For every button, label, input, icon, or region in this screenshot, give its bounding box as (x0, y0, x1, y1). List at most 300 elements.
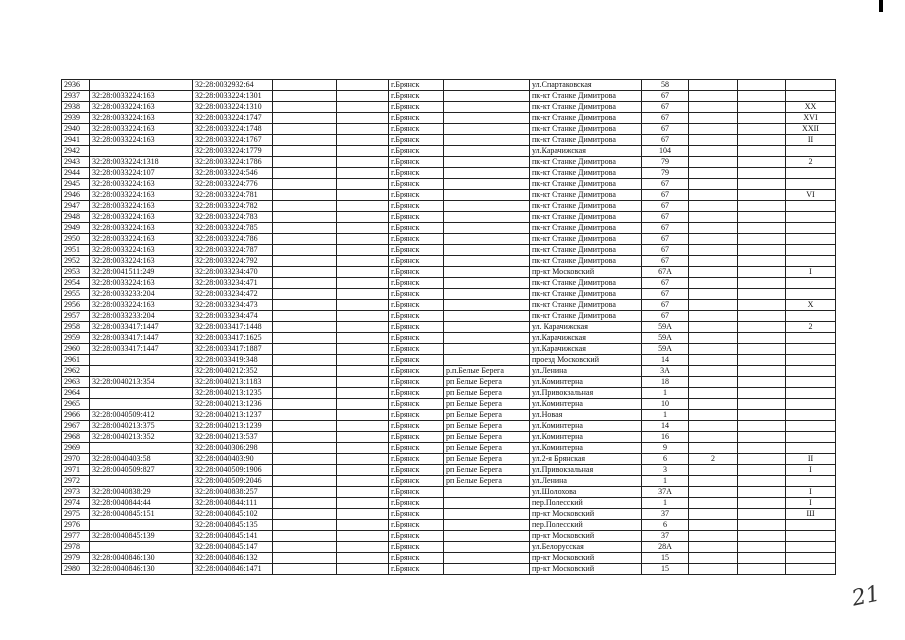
city-cell: г.Брянск (389, 553, 444, 564)
street-cell: ул.Шолохова (530, 487, 642, 498)
table-row (62, 300, 836, 311)
parent-cadastral-number-cell: 32:28:0033224:163 (90, 245, 193, 256)
house-number-cell: 10 (642, 399, 689, 410)
settlement-cell: рп Белые Берега (444, 432, 530, 443)
extra-cell (689, 135, 738, 146)
row-number-cell: 2969 (62, 443, 90, 454)
parent-cadastral-number-cell (90, 366, 193, 377)
row-number-cell: 2971 (62, 465, 90, 476)
parent-cadastral-number-cell: 32:28:0033224:163 (90, 190, 193, 201)
house-number-cell: 59А (642, 333, 689, 344)
cadastral-number-cell: 32:28:0033224:1786 (193, 157, 273, 168)
row-number-cell: 2938 (62, 102, 90, 113)
house-number-cell: 79 (642, 157, 689, 168)
house-number-cell: 58 (642, 80, 689, 91)
street-cell: пер.Полесский (530, 520, 642, 531)
house-number-cell: 67 (642, 179, 689, 190)
blank-col-a-cell (273, 102, 337, 113)
blank-col-b-cell (337, 542, 389, 553)
premises-number-cell (786, 355, 836, 366)
parent-cadastral-number-cell: 32:28:0033224:163 (90, 212, 193, 223)
cadastral-number-cell: 32:28:0033224:1301 (193, 91, 273, 102)
parent-cadastral-number-cell (90, 146, 193, 157)
premises-number-cell (786, 91, 836, 102)
table-row (62, 322, 836, 333)
row-number-cell: 2962 (62, 366, 90, 377)
parent-cadastral-number-cell (90, 388, 193, 399)
house-number-cell: 67А (642, 267, 689, 278)
settlement-cell (444, 289, 530, 300)
blank-col-c-cell (738, 146, 786, 157)
cadastral-number-cell: 32:28:0033224:785 (193, 223, 273, 234)
row-number-cell: 2978 (62, 542, 90, 553)
street-cell: пр-кт Московский (530, 564, 642, 575)
street-cell: пк-кт Станке Димитрова (530, 113, 642, 124)
blank-col-b-cell (337, 223, 389, 234)
parent-cadastral-number-cell (90, 355, 193, 366)
table-row (62, 168, 836, 179)
parent-cadastral-number-cell: 32:28:0040846:130 (90, 564, 193, 575)
parent-cadastral-number-cell: 32:28:0040845:139 (90, 531, 193, 542)
row-number-cell: 2957 (62, 311, 90, 322)
settlement-cell (444, 542, 530, 553)
blank-col-b-cell (337, 355, 389, 366)
blank-col-c-cell (738, 91, 786, 102)
premises-number-cell (786, 564, 836, 575)
row-number-cell: 2940 (62, 124, 90, 135)
cadastral-number-cell: 32:28:0040509:1906 (193, 465, 273, 476)
street-cell: ул.Карачижская (530, 333, 642, 344)
premises-number-cell: II (786, 454, 836, 465)
table-row (62, 124, 836, 135)
premises-number-cell (786, 168, 836, 179)
blank-col-a-cell (273, 465, 337, 476)
premises-number-cell (786, 344, 836, 355)
street-cell: пк-кт Станке Димитрова (530, 135, 642, 146)
city-cell: г.Брянск (389, 234, 444, 245)
blank-col-c-cell (738, 520, 786, 531)
table-row (62, 344, 836, 355)
row-number-cell: 2945 (62, 179, 90, 190)
table-row (62, 531, 836, 542)
table-row (62, 267, 836, 278)
settlement-cell (444, 278, 530, 289)
row-number-cell: 2974 (62, 498, 90, 509)
cadastral-number-cell: 32:28:0040846:132 (193, 553, 273, 564)
house-number-cell: 67 (642, 311, 689, 322)
house-number-cell: 3 (642, 465, 689, 476)
blank-col-a-cell (273, 190, 337, 201)
cadastral-number-cell: 32:28:0040212:352 (193, 366, 273, 377)
cadastral-number-cell: 32:28:0033224:786 (193, 234, 273, 245)
extra-cell (689, 542, 738, 553)
settlement-cell: р.п.Белые Берега (444, 366, 530, 377)
city-cell: г.Брянск (389, 498, 444, 509)
blank-col-b-cell (337, 465, 389, 476)
house-number-cell: 67 (642, 113, 689, 124)
settlement-cell (444, 509, 530, 520)
settlement-cell: рп Белые Берега (444, 377, 530, 388)
blank-col-a-cell (273, 487, 337, 498)
extra-cell (689, 256, 738, 267)
house-number-cell: 37 (642, 531, 689, 542)
parent-cadastral-number-cell: 32:28:0033417:1447 (90, 333, 193, 344)
parent-cadastral-number-cell: 32:28:0040213:354 (90, 377, 193, 388)
cadastral-number-cell: 32:28:0033224:546 (193, 168, 273, 179)
cadastral-number-cell: 32:28:0033224:792 (193, 256, 273, 267)
blank-col-c-cell (738, 135, 786, 146)
blank-col-b-cell (337, 245, 389, 256)
premises-number-cell: I (786, 498, 836, 509)
settlement-cell: рп Белые Берега (444, 388, 530, 399)
blank-col-b-cell (337, 498, 389, 509)
house-number-cell: 1 (642, 388, 689, 399)
table-row (62, 443, 836, 454)
blank-col-c-cell (738, 465, 786, 476)
row-number-cell: 2936 (62, 80, 90, 91)
settlement-cell: рп Белые Берега (444, 454, 530, 465)
blank-col-a-cell (273, 344, 337, 355)
row-number-cell: 2946 (62, 190, 90, 201)
cadastral-number-cell: 32:28:0040213:1235 (193, 388, 273, 399)
blank-col-b-cell (337, 168, 389, 179)
table-row (62, 245, 836, 256)
street-cell: ул. Карачижская (530, 322, 642, 333)
blank-col-a-cell (273, 421, 337, 432)
premises-number-cell: I (786, 487, 836, 498)
cadastral-number-cell: 32:28:0040838:257 (193, 487, 273, 498)
blank-col-a-cell (273, 377, 337, 388)
house-number-cell: 16 (642, 432, 689, 443)
cadastral-number-cell: 32:28:0033234:474 (193, 311, 273, 322)
extra-cell (689, 124, 738, 135)
table-row (62, 432, 836, 443)
blank-col-b-cell (337, 91, 389, 102)
blank-col-a-cell (273, 168, 337, 179)
parent-cadastral-number-cell: 32:28:0033224:163 (90, 124, 193, 135)
blank-col-c-cell (738, 190, 786, 201)
row-number-cell: 2955 (62, 289, 90, 300)
extra-cell (689, 355, 738, 366)
blank-col-b-cell (337, 146, 389, 157)
blank-col-c-cell (738, 476, 786, 487)
table-row (62, 146, 836, 157)
street-cell: ул.Привокзальная (530, 465, 642, 476)
page-edge-mark (879, 0, 883, 12)
row-number-cell: 2942 (62, 146, 90, 157)
cadastral-number-cell: 32:28:0032932:64 (193, 80, 273, 91)
table-row (62, 80, 836, 91)
extra-cell (689, 234, 738, 245)
cadastral-number-cell: 32:28:0033224:783 (193, 212, 273, 223)
blank-col-c-cell (738, 278, 786, 289)
table-row (62, 333, 836, 344)
cadastral-number-cell: 32:28:0033224:781 (193, 190, 273, 201)
table-row (62, 311, 836, 322)
row-number-cell: 2970 (62, 454, 90, 465)
city-cell: г.Брянск (389, 564, 444, 575)
blank-col-c-cell (738, 432, 786, 443)
house-number-cell: 67 (642, 102, 689, 113)
blank-col-c-cell (738, 553, 786, 564)
parent-cadastral-number-cell: 32:28:0040844:44 (90, 498, 193, 509)
extra-cell (689, 476, 738, 487)
street-cell: проезд Московский (530, 355, 642, 366)
parent-cadastral-number-cell: 32:28:0040845:151 (90, 509, 193, 520)
house-number-cell: 6 (642, 454, 689, 465)
city-cell: г.Брянск (389, 245, 444, 256)
blank-col-b-cell (337, 113, 389, 124)
cadastral-number-cell: 32:28:0033417:1625 (193, 333, 273, 344)
street-cell: ул.Карачижская (530, 344, 642, 355)
blank-col-c-cell (738, 267, 786, 278)
blank-col-c-cell (738, 322, 786, 333)
premises-number-cell (786, 399, 836, 410)
table-row (62, 399, 836, 410)
street-cell: ул.Ленина (530, 476, 642, 487)
handwritten-page-number: 21 (849, 581, 883, 612)
cadastral-number-cell: 32:28:0033234:471 (193, 278, 273, 289)
premises-number-cell (786, 146, 836, 157)
premises-number-cell (786, 388, 836, 399)
extra-cell (689, 278, 738, 289)
row-number-cell: 2972 (62, 476, 90, 487)
premises-number-cell (786, 421, 836, 432)
blank-col-a-cell (273, 410, 337, 421)
row-number-cell: 2975 (62, 509, 90, 520)
settlement-cell (444, 531, 530, 542)
street-cell: пк-кт Станке Димитрова (530, 201, 642, 212)
blank-col-c-cell (738, 212, 786, 223)
blank-col-a-cell (273, 443, 337, 454)
table-row (62, 212, 836, 223)
extra-cell (689, 146, 738, 157)
street-cell: пк-кт Станке Димитрова (530, 311, 642, 322)
house-number-cell: 67 (642, 245, 689, 256)
blank-col-a-cell (273, 509, 337, 520)
blank-col-a-cell (273, 454, 337, 465)
house-number-cell: 37 (642, 509, 689, 520)
blank-col-a-cell (273, 553, 337, 564)
city-cell: г.Брянск (389, 289, 444, 300)
settlement-cell: рп Белые Берега (444, 421, 530, 432)
parent-cadastral-number-cell: 32:28:0033233:204 (90, 289, 193, 300)
table-row (62, 179, 836, 190)
blank-col-a-cell (273, 245, 337, 256)
extra-cell (689, 333, 738, 344)
street-cell: пк-кт Станке Димитрова (530, 245, 642, 256)
extra-cell (689, 553, 738, 564)
street-cell: пк-кт Станке Димитрова (530, 157, 642, 168)
parent-cadastral-number-cell: 32:28:0033224:163 (90, 91, 193, 102)
extra-cell (689, 465, 738, 476)
row-number-cell: 2943 (62, 157, 90, 168)
street-cell: ул.Новая (530, 410, 642, 421)
premises-number-cell: XXII (786, 124, 836, 135)
premises-number-cell (786, 366, 836, 377)
extra-cell (689, 344, 738, 355)
street-cell: ул.Коминтерна (530, 432, 642, 443)
street-cell: пк-кт Станке Димитрова (530, 300, 642, 311)
premises-number-cell: 2 (786, 157, 836, 168)
street-cell: пк-кт Станке Димитрова (530, 168, 642, 179)
table-row (62, 113, 836, 124)
street-cell: пер.Полесский (530, 498, 642, 509)
blank-col-c-cell (738, 454, 786, 465)
premises-number-cell (786, 377, 836, 388)
house-number-cell: 67 (642, 135, 689, 146)
settlement-cell (444, 300, 530, 311)
parent-cadastral-number-cell: 32:28:0040509:412 (90, 410, 193, 421)
city-cell: г.Брянск (389, 476, 444, 487)
cadastral-number-cell: 32:28:0040845:147 (193, 542, 273, 553)
blank-col-b-cell (337, 366, 389, 377)
parent-cadastral-number-cell: 32:28:0033224:163 (90, 278, 193, 289)
city-cell: г.Брянск (389, 168, 444, 179)
parent-cadastral-number-cell: 32:28:0040213:352 (90, 432, 193, 443)
parent-cadastral-number-cell: 32:28:0040213:375 (90, 421, 193, 432)
street-cell: ул.Ленина (530, 366, 642, 377)
blank-col-b-cell (337, 476, 389, 487)
blank-col-a-cell (273, 498, 337, 509)
street-cell: пк-кт Станке Димитрова (530, 179, 642, 190)
row-number-cell: 2964 (62, 388, 90, 399)
city-cell: г.Брянск (389, 542, 444, 553)
city-cell: г.Брянск (389, 146, 444, 157)
premises-number-cell (786, 256, 836, 267)
parent-cadastral-number-cell (90, 542, 193, 553)
city-cell: г.Брянск (389, 201, 444, 212)
street-cell: пк-кт Станке Димитрова (530, 289, 642, 300)
house-number-cell: 9 (642, 443, 689, 454)
cadastral-number-cell: 32:28:0033224:776 (193, 179, 273, 190)
extra-cell (689, 80, 738, 91)
premises-number-cell (786, 311, 836, 322)
street-cell: пр-кт Московский (530, 531, 642, 542)
blank-col-c-cell (738, 443, 786, 454)
city-cell: г.Брянск (389, 432, 444, 443)
row-number-cell: 2951 (62, 245, 90, 256)
blank-col-c-cell (738, 421, 786, 432)
blank-col-a-cell (273, 355, 337, 366)
street-cell: ул.Белорусская (530, 542, 642, 553)
house-number-cell: 79 (642, 168, 689, 179)
city-cell: г.Брянск (389, 465, 444, 476)
cadastral-number-cell: 32:28:0040403:90 (193, 454, 273, 465)
street-cell: пр-кт Московский (530, 553, 642, 564)
parent-cadastral-number-cell: 32:28:0033224:163 (90, 234, 193, 245)
extra-cell (689, 531, 738, 542)
blank-col-c-cell (738, 399, 786, 410)
table-row (62, 278, 836, 289)
parent-cadastral-number-cell: 32:28:0033224:1318 (90, 157, 193, 168)
premises-number-cell (786, 542, 836, 553)
extra-cell (689, 311, 738, 322)
settlement-cell: рп Белые Берега (444, 443, 530, 454)
settlement-cell (444, 146, 530, 157)
blank-col-c-cell (738, 355, 786, 366)
row-number-cell: 2968 (62, 432, 90, 443)
settlement-cell (444, 311, 530, 322)
blank-col-b-cell (337, 212, 389, 223)
house-number-cell: 15 (642, 553, 689, 564)
parent-cadastral-number-cell: 32:28:0033224:163 (90, 256, 193, 267)
cadastral-number-cell: 32:28:0040306:298 (193, 443, 273, 454)
table-row (62, 454, 836, 465)
blank-col-c-cell (738, 256, 786, 267)
settlement-cell (444, 256, 530, 267)
blank-col-c-cell (738, 498, 786, 509)
row-number-cell: 2954 (62, 278, 90, 289)
extra-cell (689, 509, 738, 520)
row-number-cell: 2950 (62, 234, 90, 245)
city-cell: г.Брянск (389, 157, 444, 168)
blank-col-b-cell (337, 256, 389, 267)
settlement-cell (444, 212, 530, 223)
extra-cell (689, 102, 738, 113)
settlement-cell (444, 124, 530, 135)
table-row (62, 102, 836, 113)
blank-col-c-cell (738, 80, 786, 91)
blank-col-c-cell (738, 487, 786, 498)
premises-number-cell (786, 410, 836, 421)
cadastral-number-cell: 32:28:0033224:782 (193, 201, 273, 212)
parent-cadastral-number-cell: 32:28:0033417:1447 (90, 322, 193, 333)
cadastral-number-cell: 32:28:0040845:135 (193, 520, 273, 531)
parent-cadastral-number-cell: 32:28:0033224:107 (90, 168, 193, 179)
cadastral-number-cell: 32:28:0033234:473 (193, 300, 273, 311)
blank-col-c-cell (738, 157, 786, 168)
street-cell: пк-кт Станке Димитрова (530, 223, 642, 234)
premises-number-cell (786, 212, 836, 223)
settlement-cell (444, 498, 530, 509)
table-row (62, 476, 836, 487)
city-cell: г.Брянск (389, 443, 444, 454)
cadastral-number-cell: 32:28:0040846:1471 (193, 564, 273, 575)
premises-number-cell (786, 179, 836, 190)
cadastral-number-cell: 32:28:0033224:787 (193, 245, 273, 256)
blank-col-b-cell (337, 201, 389, 212)
extra-cell (689, 377, 738, 388)
registry-table (61, 79, 836, 575)
settlement-cell (444, 333, 530, 344)
blank-col-a-cell (273, 476, 337, 487)
cadastral-number-cell: 32:28:0033234:470 (193, 267, 273, 278)
blank-col-a-cell (273, 311, 337, 322)
street-cell: пр-кт Московский (530, 509, 642, 520)
blank-col-a-cell (273, 520, 337, 531)
row-number-cell: 2960 (62, 344, 90, 355)
settlement-cell (444, 520, 530, 531)
extra-cell (689, 289, 738, 300)
blank-col-b-cell (337, 388, 389, 399)
house-number-cell: 1 (642, 498, 689, 509)
extra-cell (689, 421, 738, 432)
table-row (62, 421, 836, 432)
premises-number-cell: I (786, 465, 836, 476)
row-number-cell: 2937 (62, 91, 90, 102)
settlement-cell (444, 355, 530, 366)
parent-cadastral-number-cell: 32:28:0040509:827 (90, 465, 193, 476)
settlement-cell (444, 564, 530, 575)
street-cell: ул.Карачижская (530, 146, 642, 157)
street-cell: пр-кт Московский (530, 267, 642, 278)
city-cell: г.Брянск (389, 355, 444, 366)
extra-cell (689, 388, 738, 399)
row-number-cell: 2948 (62, 212, 90, 223)
parent-cadastral-number-cell: 32:28:0033224:163 (90, 201, 193, 212)
premises-number-cell: 2 (786, 322, 836, 333)
